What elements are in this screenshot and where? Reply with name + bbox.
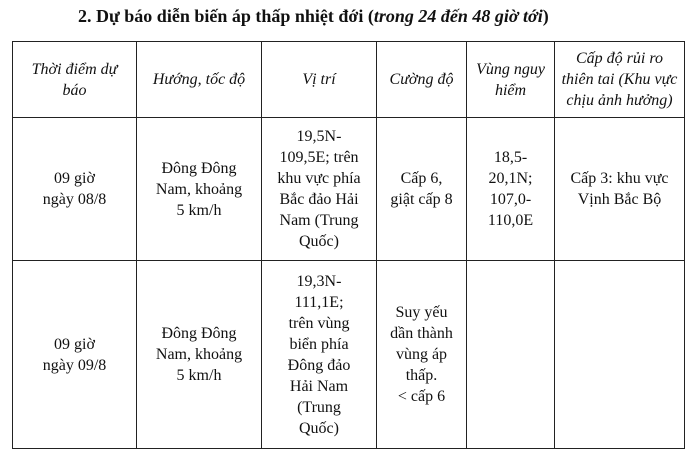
- section-title-italic: trong 24 đến 48 giờ tới: [373, 6, 543, 26]
- cell-risk-level: Cấp 3: khu vực Vịnh Bắc Bộ: [555, 118, 685, 261]
- cell-intensity: Suy yếu dần thành vùng áp thấp. < cấp 6: [377, 261, 467, 449]
- cell-position: 19,3N- 111,1E; trên vùng biển phía Đông đảo Hải Nam (Trung Quốc): [262, 261, 377, 449]
- cell-danger-zone: [467, 261, 555, 449]
- cell-time: 09 giờ ngày 09/8: [13, 261, 137, 449]
- header-position: Vị trí: [262, 42, 377, 118]
- section-heading: [78, 4, 549, 28]
- section-title: Dự báo diễn biến áp thấp nhiệt đới: [96, 6, 364, 26]
- cell-position: 19,5N- 109,5E; trên khu vực phía Bắc đảo Hải Nam (Trung Quốc): [262, 118, 377, 261]
- paren-open: (: [367, 6, 374, 26]
- header-danger-zone: Vùng nguy hiểm: [467, 42, 555, 118]
- cell-direction: Đông Đông Nam, khoảng 5 km/h: [137, 261, 262, 449]
- header-risk-level: Cấp độ rủi ro thiên tai (Khu vực chịu ảnh hưởng): [555, 42, 685, 118]
- cell-risk-level: [555, 261, 685, 449]
- paren-close: ): [542, 6, 549, 26]
- header-intensity: Cường độ: [377, 42, 467, 118]
- header-time: Thời điểm dự báo: [13, 42, 137, 118]
- table-row: [13, 118, 685, 261]
- table-row: [13, 261, 685, 449]
- cell-intensity: Cấp 6, giật cấp 8: [377, 118, 467, 261]
- table-header-row: [13, 42, 685, 118]
- cell-time: 09 giờ ngày 08/8: [13, 118, 137, 261]
- cell-danger-zone: 18,5- 20,1N; 107,0- 110,0E: [467, 118, 555, 261]
- header-direction: Hướng, tốc độ: [137, 42, 262, 118]
- forecast-table: [12, 41, 685, 449]
- section-number: 2.: [78, 6, 92, 26]
- cell-direction: Đông Đông Nam, khoảng 5 km/h: [137, 118, 262, 261]
